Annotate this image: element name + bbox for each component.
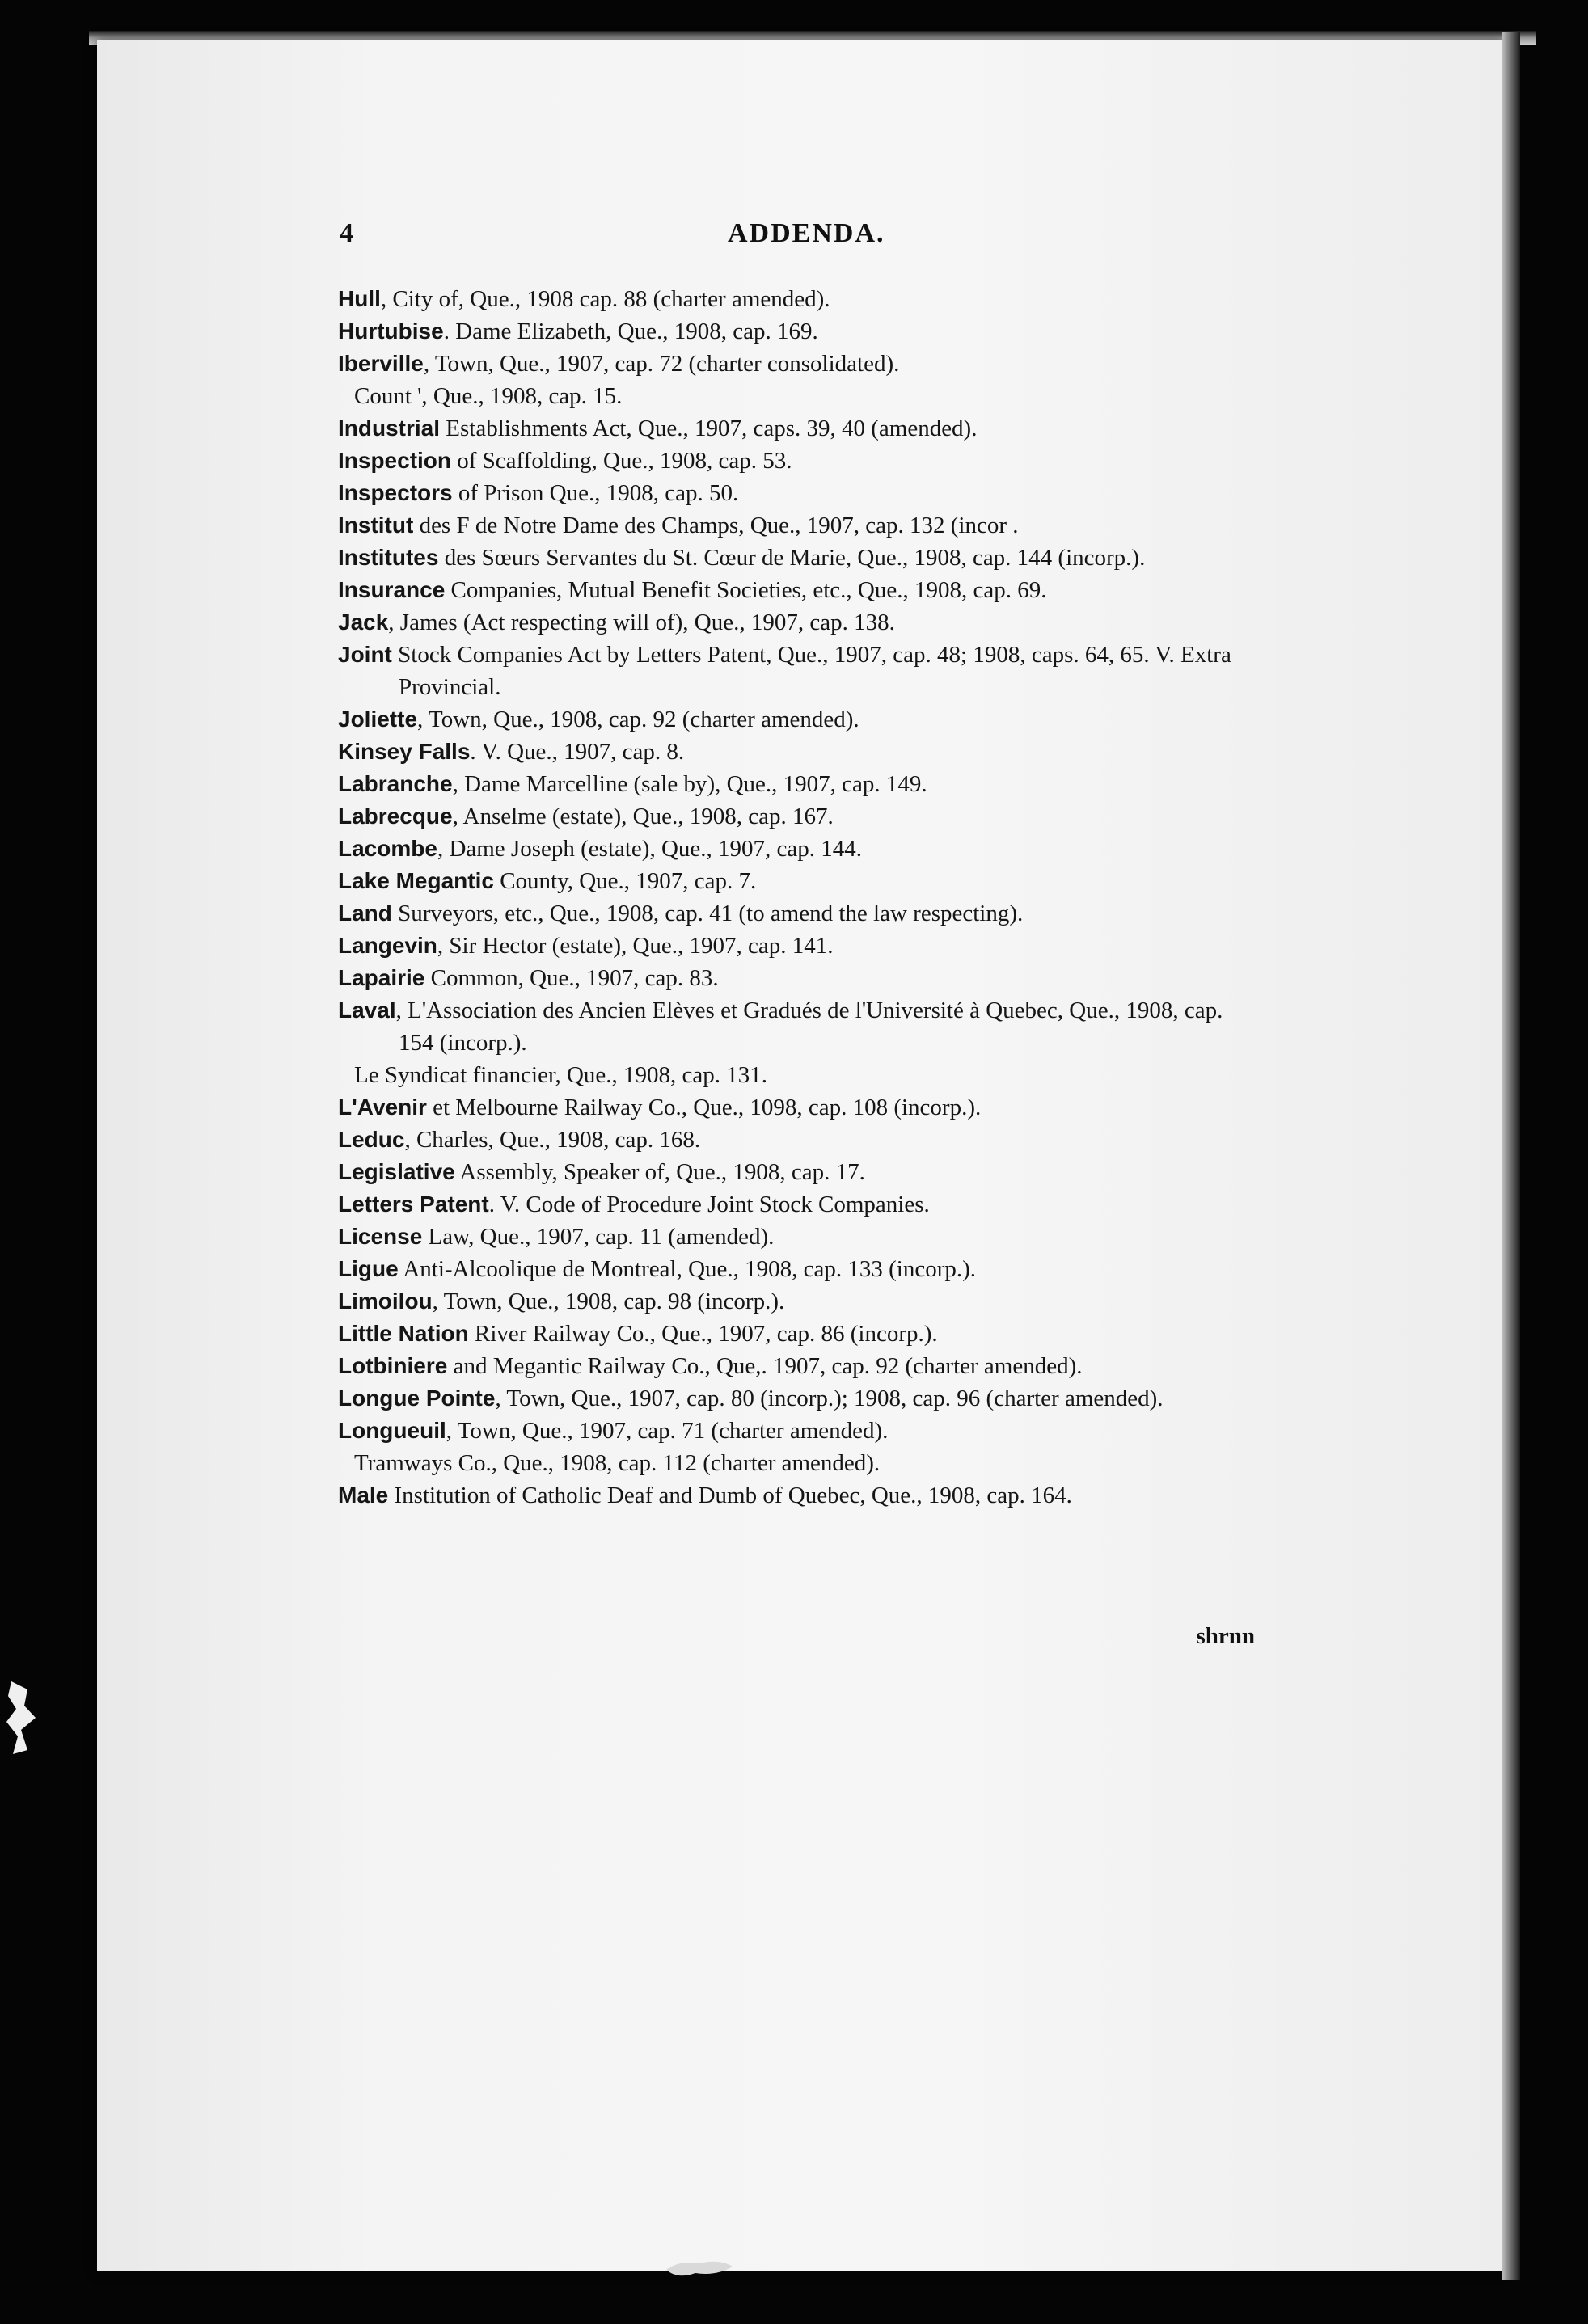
index-entry	[338, 962, 1261, 994]
entry-keyword: Lapairie	[338, 965, 425, 990]
scan-artifact-bottom	[663, 2255, 736, 2281]
index-entry	[338, 1350, 1261, 1382]
entry-keyword: Legislative	[338, 1159, 455, 1184]
index-entry	[338, 768, 1261, 800]
index-entry	[338, 1221, 1261, 1253]
entry-text: , Dame Marcelline (sale by), Que., 1907, cap. 149.	[452, 771, 927, 797]
entry-keyword: Lotbiniere	[338, 1353, 448, 1378]
index-entry	[338, 574, 1261, 606]
entry-keyword: Lake Megantic	[338, 868, 494, 893]
index-entry	[338, 703, 1261, 736]
index-entry	[338, 1124, 1261, 1156]
index-entry	[338, 1188, 1261, 1221]
index-entry	[338, 1253, 1261, 1285]
index-entry	[338, 930, 1261, 962]
entry-keyword: Letters Patent	[338, 1192, 489, 1217]
entry-keyword: Little Nation	[338, 1321, 469, 1346]
index-entry	[338, 1156, 1261, 1188]
page-number: 4	[340, 218, 353, 248]
index-entry	[338, 606, 1261, 639]
entry-text: , Charles, Que., 1908, cap. 168.	[404, 1127, 701, 1153]
entry-text: Common, Que., 1907, cap. 83.	[424, 965, 719, 991]
entry-keyword: Insurance	[338, 577, 446, 602]
entry-keyword: Jack	[338, 609, 389, 635]
index-entry	[338, 412, 1261, 445]
marginal-note: shrnn	[1196, 1623, 1255, 1649]
entry-text: of Scaffolding, Que., 1908, cap. 53.	[451, 448, 792, 474]
entry-keyword: Hull	[338, 286, 381, 311]
entry-keyword: Leduc	[338, 1127, 405, 1152]
entry-keyword: Lacombe	[338, 836, 437, 861]
entry-keyword: Land	[338, 900, 392, 926]
entry-text: . V. Que., 1907, cap. 8.	[470, 739, 685, 765]
index-entry	[338, 639, 1261, 703]
index-entry	[338, 1382, 1261, 1415]
entry-text: River Railway Co., Que., 1907, cap. 86 (incorp.).	[468, 1321, 938, 1347]
index-subentry	[338, 1447, 1261, 1479]
entry-keyword: Male	[338, 1483, 389, 1508]
index-entry	[338, 348, 1261, 380]
entry-text: County, Que., 1907, cap. 7.	[493, 868, 757, 894]
entry-keyword: Iberville	[338, 351, 424, 376]
index-entry	[338, 833, 1261, 865]
index-entry	[338, 865, 1261, 897]
entry-keyword: Joliette	[338, 706, 418, 732]
entry-text: Assembly, Speaker of, Que., 1908, cap. 17.	[454, 1159, 865, 1185]
entry-text: Anti-Alcoolique de Montreal, Que., 1908, cap. 133 (incorp.).	[398, 1256, 977, 1282]
entry-text: Institution of Catholic Deaf and Dumb of Quebec, Que., 1908, cap. 164.	[388, 1483, 1072, 1508]
index-entry	[338, 1479, 1261, 1512]
entry-keyword: Limoilou	[338, 1289, 433, 1314]
index-entry	[338, 897, 1261, 930]
index-entry	[338, 1091, 1261, 1124]
entry-text: Establishments Act, Que., 1907, caps. 39, 40 (amended).	[440, 415, 978, 441]
index-entry	[338, 477, 1261, 509]
entry-text: . V. Code of Procedure Joint Stock Companies.	[488, 1192, 930, 1217]
entry-text: des Sœurs Servantes du St. Cœur de Marie, Que., 1908, cap. 144 (incorp.).	[438, 545, 1146, 571]
entry-keyword: Labranche	[338, 771, 453, 796]
entry-keyword: Longue Pointe	[338, 1386, 496, 1411]
entry-text: et Melbourne Railway Co., Que., 1098, cap. 108 (incorp.).	[426, 1095, 982, 1120]
entry-keyword: Ligue	[338, 1256, 399, 1281]
index-entry	[338, 315, 1261, 348]
entry-text: des F de Notre Dame des Champs, Que., 1907, cap. 132 (incor .	[413, 512, 1019, 538]
entry-text: , Town, Que., 1907, cap. 80 (incorp.); 1908, cap. 96 (charter amended).	[495, 1386, 1164, 1411]
index-entry	[338, 283, 1261, 315]
entry-text: Surveyors, etc., Que., 1908, cap. 41 (to amend the law respecting).	[391, 900, 1024, 926]
index-entry	[338, 800, 1261, 833]
entry-keyword: Inspection	[338, 448, 452, 473]
entry-text: Law, Que., 1907, cap. 11 (amended).	[422, 1224, 775, 1250]
entry-keyword: Industrial	[338, 415, 441, 441]
running-title: ADDENDA.	[728, 218, 885, 248]
entry-keyword: License	[338, 1224, 423, 1249]
index-subentry	[338, 380, 1261, 412]
entry-keyword: Institutes	[338, 545, 439, 570]
entry-keyword: Labrecque	[338, 803, 453, 829]
index-entry	[338, 736, 1261, 768]
entry-text: , Town, Que., 1907, cap. 71 (charter amended).	[446, 1418, 889, 1444]
index-entry	[338, 445, 1261, 477]
entry-keyword: Institut	[338, 512, 414, 538]
entry-text: Count ', Que., 1908, cap. 15.	[354, 383, 623, 409]
entry-text: and Megantic Railway Co., Que,. 1907, cap. 92 (charter amended).	[447, 1353, 1083, 1379]
index-entry	[338, 542, 1261, 574]
entry-keyword: Kinsey Falls	[338, 739, 471, 764]
entry-text: , Town, Que., 1908, cap. 92 (charter amended).	[417, 706, 859, 732]
entry-text: Tramways Co., Que., 1908, cap. 112 (charter amended).	[354, 1450, 881, 1476]
index-entry	[338, 1285, 1261, 1318]
entry-text: Stock Companies Act by Letters Patent, Que., 1907, cap. 48; 1908, caps. 64, 65. V. Extra Provincial.	[391, 642, 1231, 700]
entry-keyword: Langevin	[338, 933, 437, 958]
entry-text: Companies, Mutual Benefit Societies, etc., Que., 1908, cap. 69.	[445, 577, 1047, 603]
entry-text: , Anselme (estate), Que., 1908, cap. 167.	[452, 803, 834, 829]
index-entry	[338, 509, 1261, 542]
page-header	[340, 218, 1278, 259]
entry-keyword: Inspectors	[338, 480, 453, 505]
entry-text: , Town, Que., 1908, cap. 98 (incorp.).	[432, 1289, 785, 1314]
entry-text: , James (Act respecting will of), Que., 1907, cap. 138.	[388, 609, 895, 635]
entry-text: , Town, Que., 1907, cap. 72 (charter consolidated).	[423, 351, 900, 377]
index-subentry	[338, 1059, 1261, 1091]
entry-text: , L'Association des Ancien Elèves et Gradués de l'Université à Quebec, Que., 1908, cap. 154 (incorp.).	[395, 998, 1223, 1056]
entry-text: Le Syndicat financier, Que., 1908, cap. 131.	[354, 1062, 768, 1088]
entry-keyword: L'Avenir	[338, 1095, 427, 1120]
index-entries	[338, 283, 1261, 1512]
entry-text: , Dame Joseph (estate), Que., 1907, cap. 144.	[437, 836, 863, 862]
entry-keyword: Longueuil	[338, 1418, 446, 1443]
entry-text: . Dame Elizabeth, Que., 1908, cap. 169.	[443, 318, 818, 344]
index-entry	[338, 1415, 1261, 1447]
scan-artifact-left	[3, 1673, 39, 1762]
entry-keyword: Joint	[338, 642, 392, 667]
index-entry	[338, 994, 1261, 1059]
page-right-edge	[1502, 32, 1520, 2280]
entry-text: , City of, Que., 1908 cap. 88 (charter amended).	[380, 286, 830, 312]
entry-text: of Prison Que., 1908, cap. 50.	[452, 480, 739, 506]
index-entry	[338, 1318, 1261, 1350]
entry-text: , Sir Hector (estate), Que., 1907, cap. 141.	[437, 933, 834, 959]
entry-keyword: Hurtubise	[338, 318, 444, 344]
entry-keyword: Laval	[338, 998, 396, 1023]
